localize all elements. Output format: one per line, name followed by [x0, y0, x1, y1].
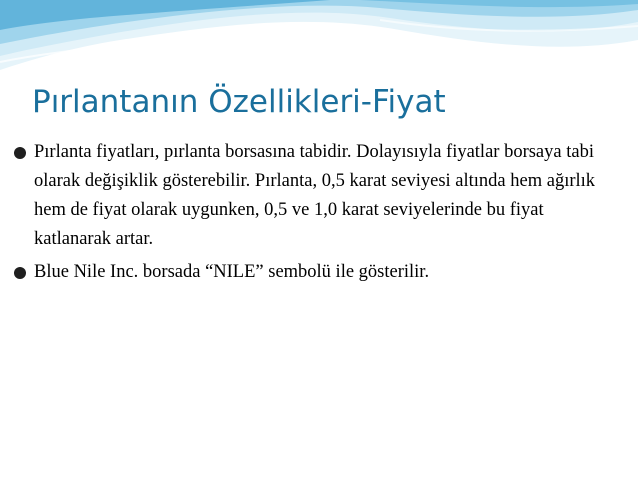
bullet-item	[8, 138, 618, 254]
bullet-icon	[14, 267, 26, 279]
bullet-text: Pırlanta fiyatları, pırlanta borsasına tabidir. Dolayısıyla fiyatlar borsaya tabi olarak değişiklik gösterebilir. Pırlanta, 0,5 karat seviyesi altında hem ağırlık hem de fiyat olarak uygunken, 0,5 ve 1,0 karat seviyelerinde bu fiyat katlanarak artar.	[34, 142, 596, 249]
slide-title: Pırlantanın Özellikleri-Fiyat	[32, 84, 446, 120]
bullet-icon	[14, 147, 26, 159]
header-wave-decoration	[0, 0, 638, 80]
bullet-text: Blue Nile Inc. borsada “NILE” sembolü ile gösterilir.	[34, 262, 430, 282]
bullet-list	[8, 138, 618, 291]
bullet-item	[8, 258, 618, 287]
